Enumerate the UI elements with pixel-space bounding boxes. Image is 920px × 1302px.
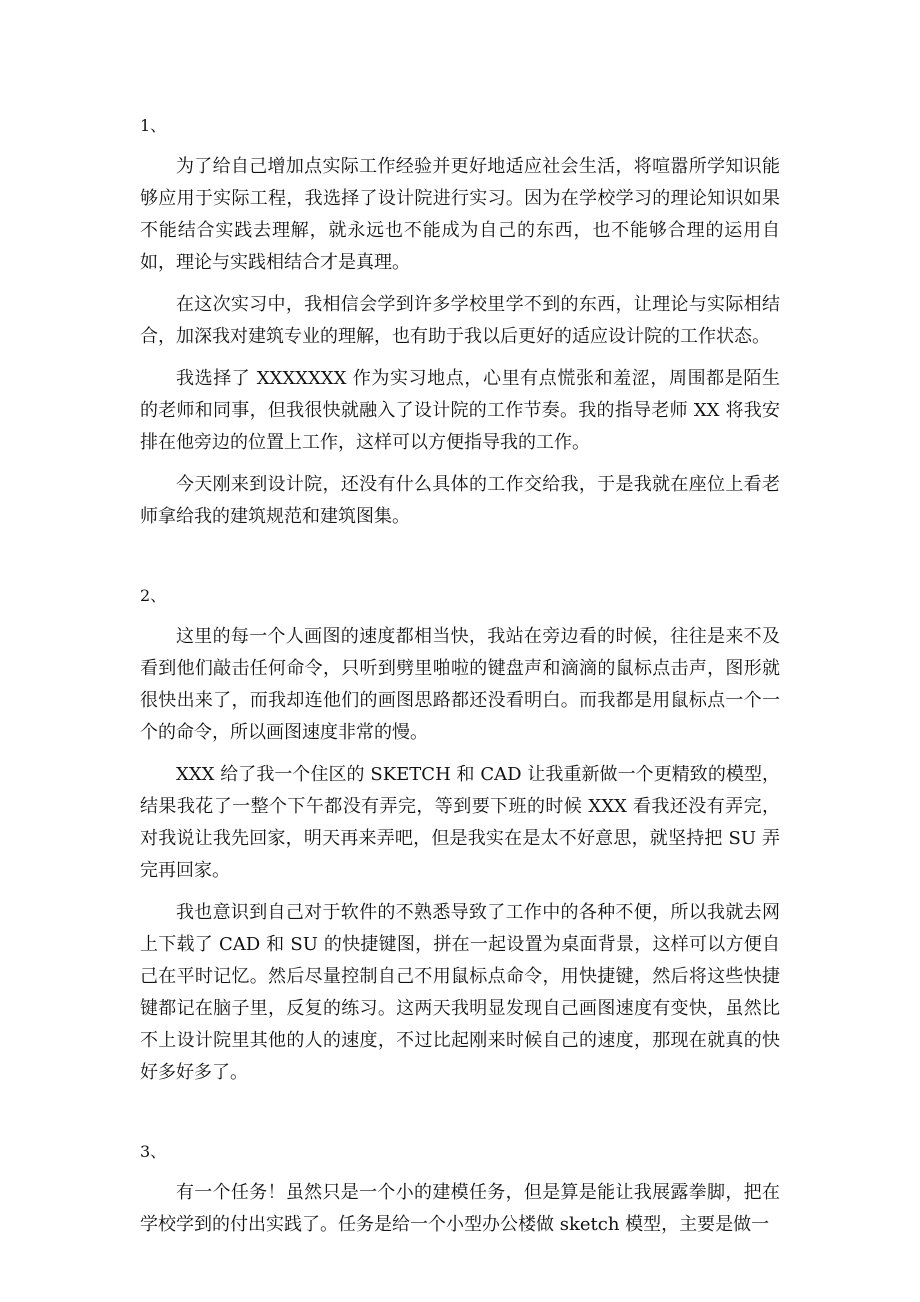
paragraph: 在这次实习中，我相信会学到许多学校里学不到的东西，让理论与实际相结合，加深我对建筑专业的理解，也有助于我以后更好的适应设计院的工作状态。 <box>140 294 780 347</box>
section-2 <box>140 582 780 1089</box>
section-number: 2、 <box>140 586 167 605</box>
document-body <box>140 112 780 1251</box>
paragraph: 今天刚来到设计院，还没有什么具体的工作交给我，于是我就在座位上看老师拿给我的建筑规范和建筑图集。 <box>140 474 780 527</box>
paragraph: XXX 给了我一个住区的 SKETCH 和 CAD 让我重新做一个更精致的模型，结果我花了一整个下午都没有弄完，等到要下班的时候 XXX 看我还没有弄完，对我说让我先回家，明天再来弄吧，但是我实在是太不好意思，就坚持把 SU 弄完再回家。 <box>140 764 780 881</box>
paragraph: 有一个任务！虽然只是一个小的建模任务，但是算是能让我展露拳脚，把在学校学到的付出实践了。任务是给一个小型办公楼做 sketch 模型，主要是做一 <box>140 1182 780 1235</box>
section-number: 3、 <box>140 1142 167 1161</box>
paragraph: 为了给自己增加点实际工作经验并更好地适应社会生活，将喧嚣所学知识能够应用于实际工程，我选择了设计院进行实习。因为在学校学习的理论知识如果不能结合实践去理解，就永远也不能成为自己的东西，也不能够合理的运用自如，理论与实践相结合才是真理。 <box>140 156 780 273</box>
section-number: 1、 <box>140 116 167 135</box>
paragraph: 这里的每一个人画图的速度都相当快，我站在旁边看的时候，往往是来不及看到他们敲击任何命令，只听到劈里啪啦的键盘声和滴滴的鼠标点击声，图形就很快出来了，而我却连他们的画图思路都还没看明白。而我都是用鼠标点一个一个的命令，所以画图速度非常的慢。 <box>140 626 780 743</box>
section-3 <box>140 1138 780 1241</box>
section-1 <box>140 112 780 533</box>
paragraph: 我选择了 XXXXXXX 作为实习地点，心里有点慌张和羞涩，周围都是陌生的老师和同事，但我很快就融入了设计院的工作节奏。我的指导老师 XX 将我安排在他旁边的位置上工作，这样可以方便指导我的工作。 <box>140 368 780 453</box>
paragraph: 我也意识到自己对于软件的不熟悉导致了工作中的各种不便，所以我就去网上下载了 CAD 和 SU 的快捷键图，拼在一起设置为桌面背景，这样可以方便自己在平时记忆。然后尽量控制自己不用鼠标点命令，用快捷键，然后将这些快捷键都记在脑子里，反复的练习。这两天我明显发现自己画图速度有变快，虽然比不上设计院里其他的人的速度，不过比起刚来时候自己的速度，那现在就真的快好多好多了。 <box>140 902 780 1083</box>
